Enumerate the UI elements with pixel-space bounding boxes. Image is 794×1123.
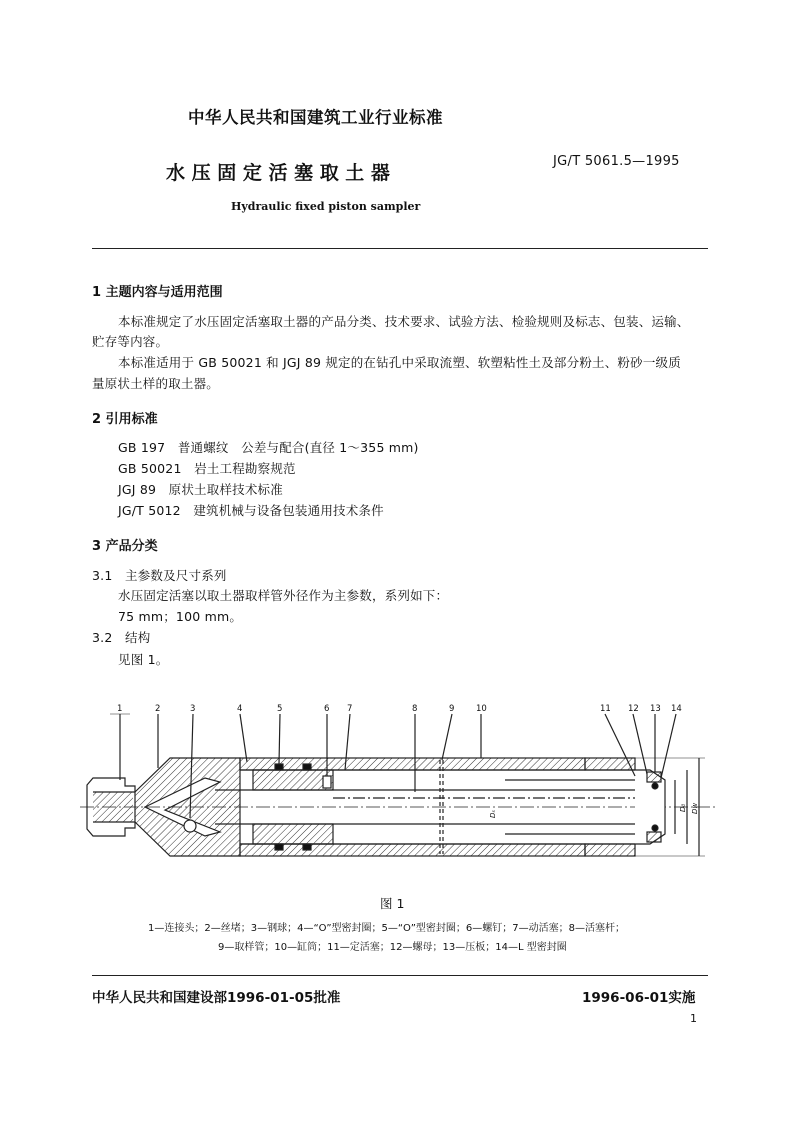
section-3-1-line2: 75 mm；100 mm。 [118,609,243,624]
dimension-label: Dₛ [489,809,497,818]
section-1-heading: 1 主题内容与适用范围 [92,285,223,300]
section-1-p1-line2: 贮存等内容。 [92,334,169,349]
reference-item: JGJ 89 原状土取样技术标准 [118,482,283,497]
part-number-label: 1 [117,704,123,714]
part-number-label: 11 [600,704,611,714]
effective-date: 1996-06-01实施 [582,990,696,1006]
part-number-label: 14 [671,704,682,714]
part-number-label: 3 [190,704,196,714]
part-number-label: 8 [412,704,418,714]
section-3-2-line1: 见图 1。 [118,652,169,667]
part-number-label: 5 [277,704,283,714]
figure-legend-line1: 1—连接头；2—丝堵；3—钢球；4—“O”型密封圈；5—“O”型密封圈；6—螺钉；7—动活塞；8—活塞杆； [148,923,626,934]
footer-rule [92,975,708,976]
section-3-2-heading: 3.2 结构 [92,630,151,645]
part-number-label: 13 [650,704,661,714]
figure-caption: 图 1 [380,896,405,911]
standard-code: JG/T 5061.5—1995 [553,154,680,169]
section-3-1-heading: 3.1 主参数及尺寸系列 [92,568,227,583]
part-number-label: 7 [347,704,353,714]
dimension-label: D₀ [679,803,687,812]
standard-category: 中华人民共和国建筑工业行业标准 [188,108,443,127]
part-number-label: 12 [628,704,639,714]
section-3-1-line1: 水压固定活塞以取土器取样管外径作为主参数，系列如下： [118,588,449,603]
reference-item: GB 197 普通螺纹 公差与配合(直径 1～355 mm) [118,440,419,455]
header-rule [92,248,708,249]
dimension-label: Dw [691,802,699,814]
document-title: 水 压 固 定 活 塞 取 土 器 [166,162,390,184]
reference-item: GB 50021 岩土工程勘察规范 [118,461,296,476]
section-3-heading: 3 产品分类 [92,539,158,554]
approval-info: 中华人民共和国建设部1996-01-05批准 [92,990,341,1006]
section-1-p1-line1: 本标准规定了水压固定活塞取土器的产品分类、技术要求、试验方法、检验规则及标志、包装、运输、 [118,314,690,329]
english-title: Hydraulic fixed piston sampler [231,200,421,213]
part-number-label: 10 [476,704,487,714]
section-2-heading: 2 引用标准 [92,412,158,427]
steel-ball-icon [184,820,196,832]
figure-legend-line2: 9—取样管；10—缸筒；11—定活塞；12—螺母；13—压板；14—L 型密封圈 [218,942,567,953]
part-number-label: 2 [155,704,161,714]
piston-sampler-drawing [75,700,725,880]
part-number-label: 9 [449,704,455,714]
section-1-p2-line2: 量原状土样的取土器。 [92,376,220,391]
reference-item: JG/T 5012 建筑机械与设备包装通用技术条件 [118,503,384,518]
part-number-label: 4 [237,704,243,714]
page-number: 1 [690,1012,697,1025]
section-1-p2-line1: 本标准适用于 GB 50021 和 JGJ 89 规定的在钻孔中采取流塑、软塑粘性土及部分粉土、粉砂一级质 [118,355,681,370]
part-number-label: 6 [324,704,330,714]
